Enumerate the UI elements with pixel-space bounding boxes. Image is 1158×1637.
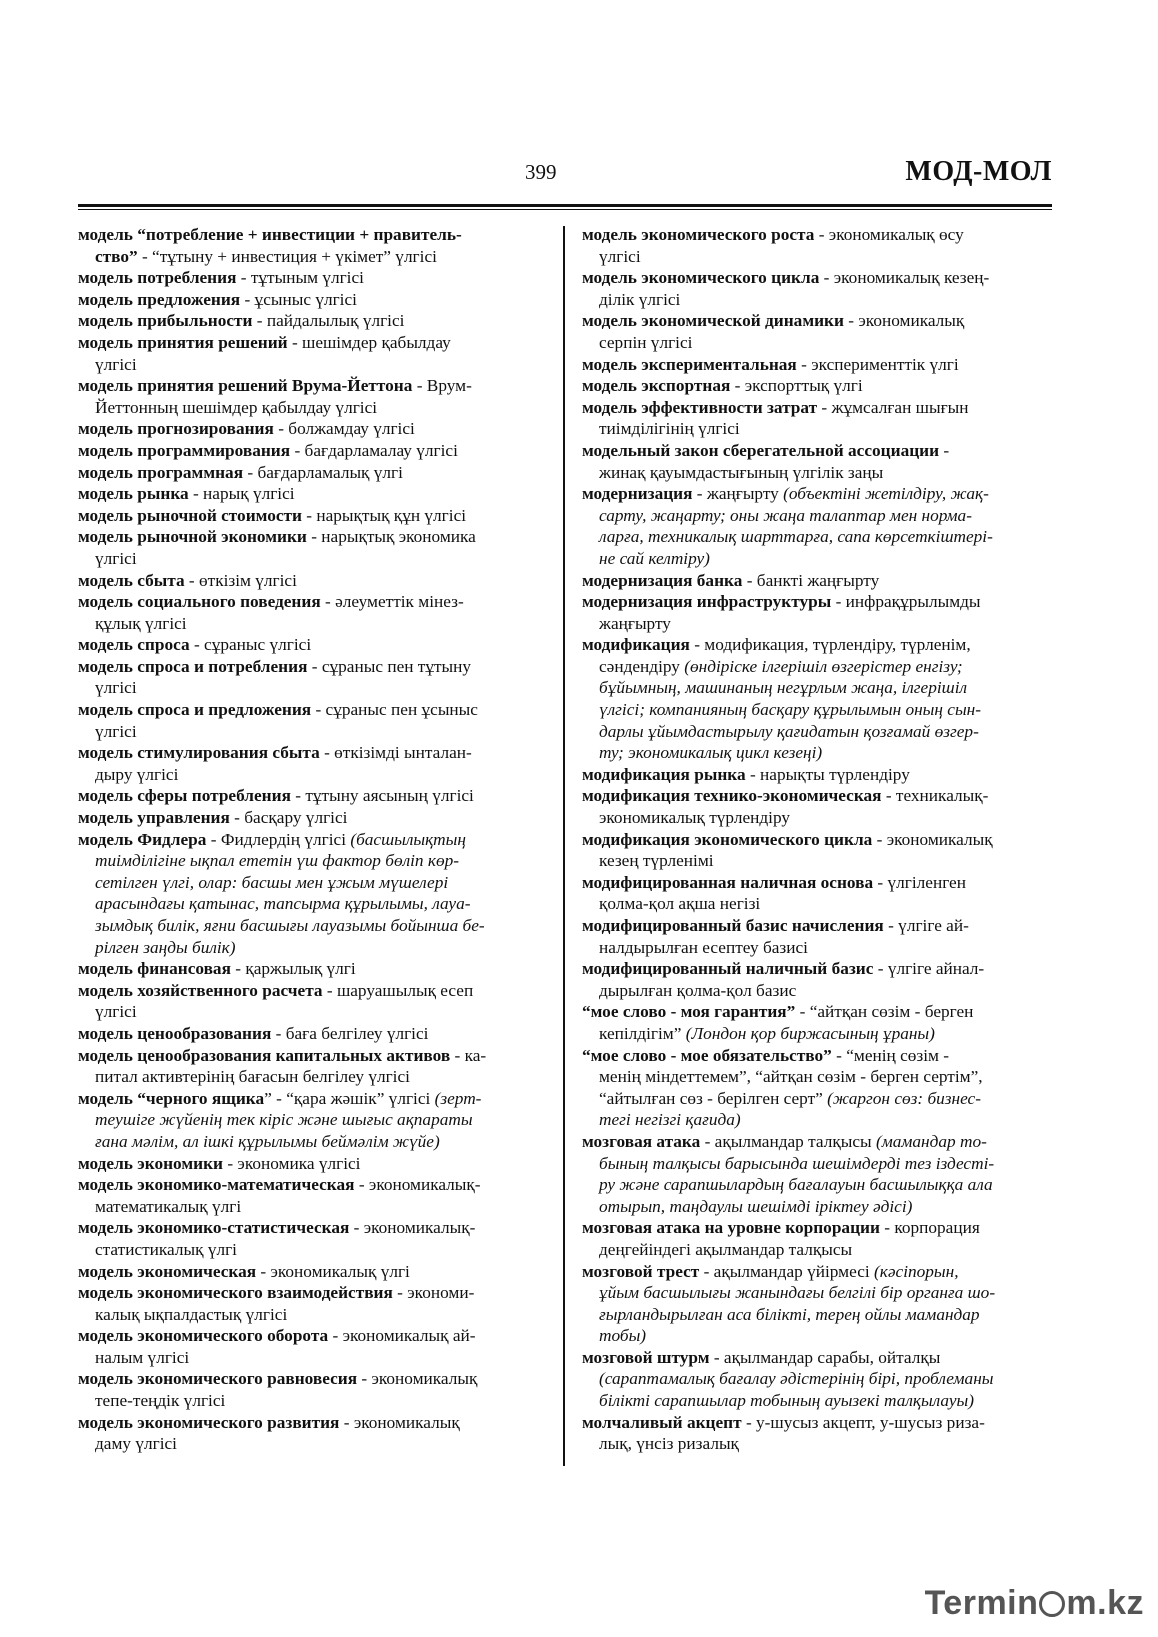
entry-line: модель экспортная - экспорттық үлгі <box>582 376 863 396</box>
entry-line: үлгісі; компанияның басқару құрылымын оның сын- <box>599 700 981 720</box>
dictionary-entry <box>582 397 1054 440</box>
entry-line: рілген заңды билік) <box>95 937 236 957</box>
entry-line: модель экономическая - экономикалық үлгі <box>78 1261 410 1281</box>
entry-line: “айтылған сөз - берілген серт” (жаргон сөз: бизнес- <box>599 1088 981 1108</box>
dictionary-entry <box>78 656 538 699</box>
dictionary-entry <box>582 1001 1054 1044</box>
entry-line: экономикалық түрлендіру <box>599 808 791 828</box>
watermark-o-icon <box>1039 1591 1065 1617</box>
entry-line: тиімділігінің үлгісі <box>599 419 740 439</box>
header-rule-thin <box>78 209 1052 210</box>
entry-line: модифицированная наличная основа - үлгіленген <box>582 872 966 892</box>
dictionary-entry <box>78 1153 538 1175</box>
dictionary-entry <box>582 310 1054 353</box>
dictionary-entry <box>78 699 538 742</box>
entry-line: модель принятия решений Врума-Йеттона - Врум- <box>78 376 472 396</box>
dictionary-entry <box>582 1347 1054 1412</box>
entry-line: модификация рынка - нарықты түрлендіру <box>582 764 910 784</box>
entry-line: ділік үлгісі <box>599 289 681 309</box>
dictionary-entry <box>78 1325 538 1368</box>
entry-line: модель экономического оборота - экономикалық ай- <box>78 1326 476 1346</box>
dictionary-entry <box>78 310 538 332</box>
dictionary-entry <box>78 785 538 807</box>
dictionary-entry <box>78 1368 538 1411</box>
entry-line: жаңғырту <box>599 613 671 633</box>
entry-line: модель ценообразования - баға белгілеу үлгісі <box>78 1023 429 1043</box>
dictionary-entry <box>582 483 1054 569</box>
entry-line: модель финансовая - қаржылық үлгі <box>78 959 356 979</box>
entry-line: үлгісі <box>95 678 137 698</box>
dictionary-entry <box>582 1131 1054 1217</box>
dictionary-entry <box>78 591 538 634</box>
dictionary-entry <box>78 483 538 505</box>
dictionary-entry <box>78 1412 538 1455</box>
dictionary-entry <box>582 1261 1054 1347</box>
dictionary-entry <box>582 915 1054 958</box>
dictionary-entry <box>78 829 538 959</box>
dictionary-entry <box>78 289 538 311</box>
entry-line: ту; экономикалық цикл кезеңі) <box>599 743 823 763</box>
entry-line: серпін үлгісі <box>599 332 693 352</box>
dictionary-entry <box>582 570 1054 592</box>
entry-line: модель рыночной экономики - нарықтық экономика <box>78 527 476 547</box>
dictionary-entry <box>78 462 538 484</box>
entry-line: арасындағы қатынас, тапсырма құрылымы, лауа- <box>95 894 471 914</box>
entry-line: модель программирования - бағдарламалау үлгісі <box>78 440 458 460</box>
entry-line: даму үлгісі <box>95 1434 177 1454</box>
entry-line: ғырландырылған аса білікті, терең ойлы мамандар <box>599 1304 980 1324</box>
entry-line: мозговой штурм - ақылмандар сарабы, ойталқы <box>582 1347 941 1367</box>
entry-line: модель экономического развития - экономикалық <box>78 1412 460 1432</box>
entry-line: математикалық үлгі <box>95 1196 242 1216</box>
entry-line: модель “потребление + инвестиции + правитель- <box>78 225 462 244</box>
entry-line: модель рынка - нарық үлгісі <box>78 484 295 504</box>
dictionary-entry <box>78 1217 538 1260</box>
entry-line: деңгейіндегі ақылмандар талқысы <box>599 1239 853 1259</box>
entry-line: модель экономической динамики - экономикалық <box>582 311 965 331</box>
dictionary-entry <box>78 634 538 656</box>
entry-line: мозговая атака на уровне корпорации - корпорация <box>582 1218 980 1238</box>
entry-line: налым үлгісі <box>95 1347 190 1367</box>
dictionary-entry <box>78 807 538 829</box>
entry-line: модель экономико-статистическая - экономикалық- <box>78 1218 476 1238</box>
entry-line: кепілдігім” (Лондон қор биржасының ұраны) <box>599 1023 935 1043</box>
entry-line: модель управления - басқару үлгісі <box>78 808 348 828</box>
right-column <box>582 224 1054 1455</box>
entry-line: үлгісі <box>95 721 137 741</box>
dictionary-entry <box>78 375 538 418</box>
entry-line: модель рыночной стоимости - нарықтық құн үлгісі <box>78 505 467 525</box>
entry-line: білікті сарапшылар тобының ауызекі талқылауы) <box>599 1391 974 1411</box>
dictionary-entry <box>78 1174 538 1217</box>
dictionary-entry <box>78 958 538 980</box>
entry-line: үлгісі <box>599 246 641 266</box>
dictionary-entry <box>582 785 1054 828</box>
entry-line: бұйымның, машинаның негұрлым жаңа, ілгерішіл <box>599 678 968 698</box>
entry-line: модель “черного ящика” - “қара жәшік” үлгісі (зерт- <box>78 1088 482 1108</box>
dictionary-entry <box>78 505 538 527</box>
entry-line: сарту, жаңарту; оны жаңа талаптар мен норма- <box>599 505 972 525</box>
entry-line: питал активтерінің бағасын белгілеу үлгісі <box>95 1067 410 1087</box>
entry-line: модель хозяйственного расчета - шаруашылық есеп <box>78 980 474 1000</box>
entry-line: модель сбыта - өткізім үлгісі <box>78 570 297 590</box>
dictionary-entry <box>78 570 538 592</box>
entry-line: калық ықпалдастық үлгісі <box>95 1304 288 1324</box>
entry-line: лық, үнсіз ризалық <box>599 1434 739 1454</box>
entry-line: молчаливый акцепт - у-шусыз акцепт, у-шусыз риза- <box>582 1412 985 1432</box>
entry-line: зымдық билік, яғни басшығы лауазымы бойынша бе- <box>95 916 485 935</box>
entry-line: модель спроса и потребления - сұраныс пен тұтыну <box>78 656 472 676</box>
dictionary-entry <box>582 764 1054 786</box>
entry-line: модель эффективности затрат - жұмсалған шығын <box>582 397 969 417</box>
entry-line: Йеттонның шешімдер қабылдау үлгісі <box>95 397 378 417</box>
entry-line: сетілген үлгі, олар: басшы мен ұжым мүшелері <box>95 872 449 892</box>
dictionary-entry <box>78 440 538 462</box>
dictionary-entry <box>582 829 1054 872</box>
dictionary-entry <box>78 332 538 375</box>
entry-line: модель экономико-математическая - экономикалық- <box>78 1175 481 1195</box>
dictionary-entry <box>582 634 1054 764</box>
entry-line: ларға, техникалық шарттарға, сапа көрсеткіштері- <box>599 527 993 547</box>
entry-line: жинақ қауымдастығының үлгілік заңы <box>599 462 884 482</box>
entry-line: тобы) <box>599 1326 647 1346</box>
entry-line: ру және сарапшылардың бағалауын басшылыққа ала <box>599 1175 993 1195</box>
dictionary-entry <box>582 1217 1054 1260</box>
entry-line: модернизация банка - банкті жаңғырту <box>582 570 880 590</box>
entry-line: “мое слово - моя гарантия” - “айтқан сөзім - берген <box>582 1002 974 1022</box>
entry-line: сәндендіру (өндіріске ілгерішіл өзгерістер енгізу; <box>599 656 963 676</box>
dictionary-entry <box>78 418 538 440</box>
dictionary-entry <box>582 958 1054 1001</box>
dictionary-entry <box>582 267 1054 310</box>
entry-line: модель принятия решений - шешімдер қабылдау <box>78 332 451 352</box>
watermark-text-start: Termin <box>924 1584 1039 1622</box>
entry-line: модернизация инфраструктуры - инфрақұрылымды <box>582 592 981 612</box>
entry-line: модель экономического взаимодействия - экономи- <box>78 1283 475 1303</box>
entry-line: модель сферы потребления - тұтыну аясының үлгісі <box>78 786 474 806</box>
entry-line: модель экономического цикла - экономикалық кезең- <box>582 268 990 288</box>
entry-line: ұйым басшылығы жанындағы белгілі бір органға шо- <box>599 1283 996 1303</box>
entry-line: модель предложения - ұсыныс үлгісі <box>78 289 357 309</box>
entry-line: модель ценообразования капитальных активов - ка- <box>78 1045 487 1065</box>
entry-line: модель стимулирования сбыта - өткізімді ынталан- <box>78 743 472 763</box>
entry-line: модифицированный базис начисления - үлгіге ай- <box>582 916 969 935</box>
entry-line: модель спроса и предложения - сұраныс пен ұсыныс <box>78 700 478 720</box>
entry-line: дыру үлгісі <box>95 764 179 784</box>
dictionary-entry <box>582 872 1054 915</box>
dictionary-entry <box>582 224 1054 267</box>
entry-line: не сай келтіру) <box>599 548 710 568</box>
entry-line: кезең түрленімі <box>599 851 714 871</box>
dictionary-entry <box>78 742 538 785</box>
entry-line: модель экспериментальная - эксперименттік үлгі <box>582 354 959 374</box>
dictionary-entry <box>582 354 1054 376</box>
entry-line: модель Фидлера - Фидлердің үлгісі (басшылықтың <box>78 829 466 849</box>
entry-line: модификация технико-экономическая - техникалық- <box>582 786 989 806</box>
entry-line: ство” - “тұтыну + инвестиция + үкімет” үлгісі <box>95 246 437 266</box>
watermark-text-end: m.kz <box>1066 1584 1144 1622</box>
dictionary-entry <box>582 1412 1054 1455</box>
entry-line: модель спроса - сұраныс үлгісі <box>78 635 312 655</box>
entry-line: модель экономического равновесия - экономикалық <box>78 1369 478 1389</box>
entry-line: налдырылған есептеу базисі <box>599 937 808 957</box>
entry-line: модель прогнозирования - болжамдау үлгісі <box>78 419 415 439</box>
entry-line: модель программная - бағдарламалық үлгі <box>78 462 403 482</box>
dictionary-entry <box>78 224 538 267</box>
dictionary-entry <box>78 1023 538 1045</box>
dictionary-entry <box>78 1261 538 1283</box>
entry-line: “мое слово - мое обязательство” - “менің сөзім - <box>582 1045 950 1065</box>
entry-line: тепе-теңдік үлгісі <box>95 1391 226 1411</box>
entry-line: қолма-қол ақша негізі <box>599 894 761 914</box>
entry-line: статистикалық үлгі <box>95 1239 237 1259</box>
dictionary-entry <box>78 267 538 289</box>
entry-line: модернизация - жаңғырту (объектіні жетілдіру, жақ- <box>582 484 989 504</box>
page-number: 399 <box>525 160 557 184</box>
entry-line: (сараптамалық бағалау әдістерінің бірі, проблеманы <box>599 1369 994 1389</box>
entry-line: менің міндеттемем”, “айтқан сөзім - берген сертім”, <box>599 1067 983 1087</box>
watermark-logo <box>925 1584 1144 1623</box>
entry-line: модель экономики - экономика үлгісі <box>78 1153 361 1173</box>
dictionary-entry <box>78 526 538 569</box>
dictionary-entry <box>78 1282 538 1325</box>
dictionary-entry <box>78 1045 538 1088</box>
header-rule-thick <box>78 204 1052 207</box>
entry-line: үлгісі <box>95 548 137 568</box>
entry-line: модифицированный наличный базис - үлгіге айнал- <box>582 959 985 979</box>
dictionary-entry <box>582 440 1054 483</box>
dictionary-entry <box>78 1088 538 1153</box>
entry-line: дырылған қолма-қол базис <box>599 980 797 1000</box>
entry-line: модель социального поведения - әлеуметтік мінез- <box>78 592 464 612</box>
entry-line: құлық үлгісі <box>95 613 187 633</box>
entry-line: модель потребления - тұтыным үлгісі <box>78 268 364 288</box>
entry-line: отырып, таңдаулы шешімді іріктеу әдісі) <box>599 1196 913 1216</box>
dictionary-entry <box>78 980 538 1023</box>
entry-line: модификация - модификация, түрлендіру, түрленім, <box>582 635 971 655</box>
dictionary-entry <box>582 591 1054 634</box>
entry-line: тегі негізгі қағида) <box>599 1110 741 1130</box>
entry-line: тиімділігіне ықпал ететін үш фактор бөліп көр- <box>95 851 460 871</box>
entry-line: мозговая атака - ақылмандар талқысы (мамандар то- <box>582 1131 987 1151</box>
entry-line: ғана мәлім, ал ішкі құрылымы беймәлім жүйе) <box>95 1131 440 1151</box>
dictionary-entry <box>582 375 1054 397</box>
column-divider <box>563 226 565 1466</box>
entry-line: бының талқысы барысында шешімдерді тез іздесті- <box>599 1153 995 1173</box>
entry-line: модификация экономического цикла - экономикалық <box>582 829 993 849</box>
entry-line: үлгісі <box>95 1002 137 1022</box>
entry-line: мозговой трест - ақылмандар үйірмесі (кәсіпорын, <box>582 1261 959 1281</box>
entry-line: теушіге жүйенің тек кіріс және шығыс ақпараты <box>95 1110 473 1130</box>
left-column <box>78 224 538 1455</box>
page-header-title: МОД-МОЛ <box>905 156 1052 187</box>
entry-line: үлгісі <box>95 354 137 374</box>
entry-line: модельный закон сберегательной ассоциации - <box>582 440 950 460</box>
entry-line: модель экономического роста - экономикалық өсу <box>582 225 964 244</box>
entry-line: модель прибыльности - пайдалылық үлгісі <box>78 311 405 331</box>
dictionary-entry <box>582 1045 1054 1131</box>
entry-line: дарлы ұйымдастырылу қағидатын қозғамай өзгер- <box>599 721 979 741</box>
